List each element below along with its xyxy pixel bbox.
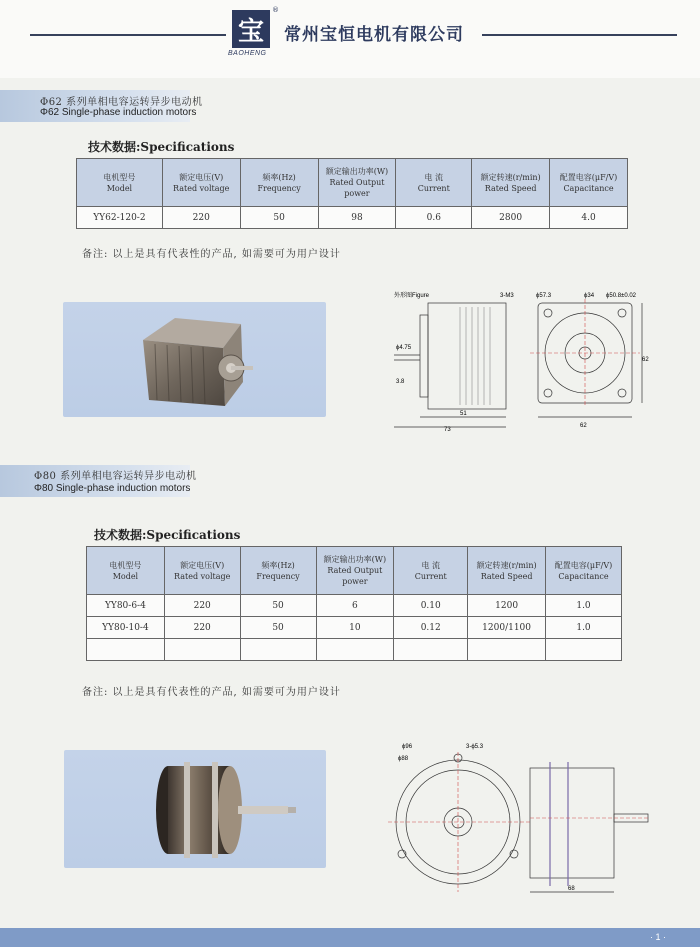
cell-capacitance: 1.0 <box>546 595 622 617</box>
page-number: · 1 · <box>650 932 667 942</box>
cell-model: YY80-10-4 <box>87 617 165 639</box>
cell-power: 98 <box>318 207 396 229</box>
cell-current <box>394 639 468 661</box>
dim-label: 73 <box>444 427 451 433</box>
cell-capacitance: 4.0 <box>550 207 628 229</box>
header-frequency: 频率(Hz) Frequency <box>240 159 318 207</box>
logo-subtext: BAOHENG <box>228 50 267 57</box>
cell-frequency: 50 <box>240 595 316 617</box>
motor-photo-62 <box>63 302 326 417</box>
cell-voltage: 220 <box>164 617 240 639</box>
header-model: 电机型号 Model <box>77 159 163 207</box>
section1-title-en: Φ62 Single-phase induction motors <box>40 107 197 118</box>
header-capacitance: 配置电容(μF/V) Capacitance <box>546 547 622 595</box>
cell-frequency: 50 <box>240 207 318 229</box>
table-header-row <box>77 159 628 207</box>
dim-label: ϕ57.3 <box>536 293 552 299</box>
header-power: 额定输出功率(W) Rated Output power <box>316 547 394 595</box>
section2-spec-table <box>86 546 622 661</box>
cell-speed: 1200 <box>468 595 546 617</box>
header-rule-left <box>30 34 226 36</box>
section2-photo-panel <box>64 750 326 868</box>
company-logo: 宝 <box>232 10 270 48</box>
cell-model: YY62-120-2 <box>77 207 163 229</box>
cell-voltage: 220 <box>164 595 240 617</box>
dim-label: ϕ34 <box>584 293 595 299</box>
section2-drawing <box>380 738 652 906</box>
section2-title-en: Φ80 Single-phase induction motors <box>34 483 191 494</box>
cell-frequency: 50 <box>240 617 316 639</box>
dim-label: ϕ96 <box>402 744 413 750</box>
header-current: 电 流 Current <box>394 547 468 595</box>
cell-power: 6 <box>316 595 394 617</box>
section1-spec-table <box>76 158 628 229</box>
dim-label: 3.8 <box>396 379 405 385</box>
table-row <box>77 207 628 229</box>
section1-note: 备注: 以上是具有代表性的产品, 如需要可为用户设计 <box>82 249 341 260</box>
section1-drawing <box>380 285 652 433</box>
cell-capacitance: 1.0 <box>546 617 622 639</box>
dimension-drawing-62 <box>380 285 652 433</box>
section1-photo-panel <box>63 302 326 417</box>
header-power: 额定输出功率(W) Rated Output power <box>318 159 396 207</box>
cell-speed <box>468 639 546 661</box>
cell-voltage <box>164 639 240 661</box>
cell-power <box>316 639 394 661</box>
company-name: 常州宝恒电机有限公司 <box>284 25 464 45</box>
dim-label: 62 <box>642 357 649 363</box>
section1-spec-title: 技术数据:Specifications <box>88 140 235 154</box>
cell-power: 10 <box>316 617 394 639</box>
motor-photo-80 <box>64 750 326 868</box>
cell-speed: 1200/1100 <box>468 617 546 639</box>
cell-current: 0.6 <box>396 207 472 229</box>
dim-label: 68 <box>568 886 575 892</box>
registered-mark: ® <box>272 6 279 14</box>
header-voltage: 额定电压(V) Rated voltage <box>162 159 240 207</box>
cell-frequency <box>240 639 316 661</box>
cell-model: YY80-6-4 <box>87 595 165 617</box>
header-current: 电 流 Current <box>396 159 472 207</box>
table-row <box>87 639 622 661</box>
section2-note: 备注: 以上是具有代表性的产品, 如需要可为用户设计 <box>82 687 341 698</box>
dim-label: 51 <box>460 411 467 417</box>
header-rule-right <box>482 34 677 36</box>
section1-title-cn: Φ62 系列单相电容运转异步电动机 <box>40 97 203 108</box>
footer-band <box>0 928 700 947</box>
table-row <box>87 595 622 617</box>
header-speed: 额定转速(r/min) Rated Speed <box>468 547 546 595</box>
header-model: 电机型号 Model <box>87 547 165 595</box>
table-header-row <box>87 547 622 595</box>
cell-current: 0.10 <box>394 595 468 617</box>
dim-label: 3-M3 <box>500 293 514 299</box>
header-voltage: 额定电压(V) Rated voltage <box>164 547 240 595</box>
dim-label: 62 <box>580 423 587 429</box>
dim-label: ϕ4.75 <box>396 345 412 351</box>
cell-speed: 2800 <box>472 207 550 229</box>
section2-title-cn: Φ80 系列单相电容运转异步电动机 <box>34 471 197 482</box>
dim-label: 3-ϕ5.3 <box>466 744 484 750</box>
figure-label: 外形图Figure <box>394 293 430 299</box>
dim-label: ϕ88 <box>398 756 409 762</box>
header-speed: 额定转速(r/min) Rated Speed <box>472 159 550 207</box>
cell-model <box>87 639 165 661</box>
table-row <box>87 617 622 639</box>
header-capacitance: 配置电容(μF/V) Capacitance <box>550 159 628 207</box>
cell-current: 0.12 <box>394 617 468 639</box>
cell-voltage: 220 <box>162 207 240 229</box>
dimension-drawing-80 <box>380 738 652 906</box>
section2-spec-title: 技术数据:Specifications <box>94 528 241 542</box>
header-frequency: 频率(Hz) Frequency <box>240 547 316 595</box>
cell-capacitance <box>546 639 622 661</box>
dim-label: ϕ50.8±0.02 <box>606 293 637 299</box>
